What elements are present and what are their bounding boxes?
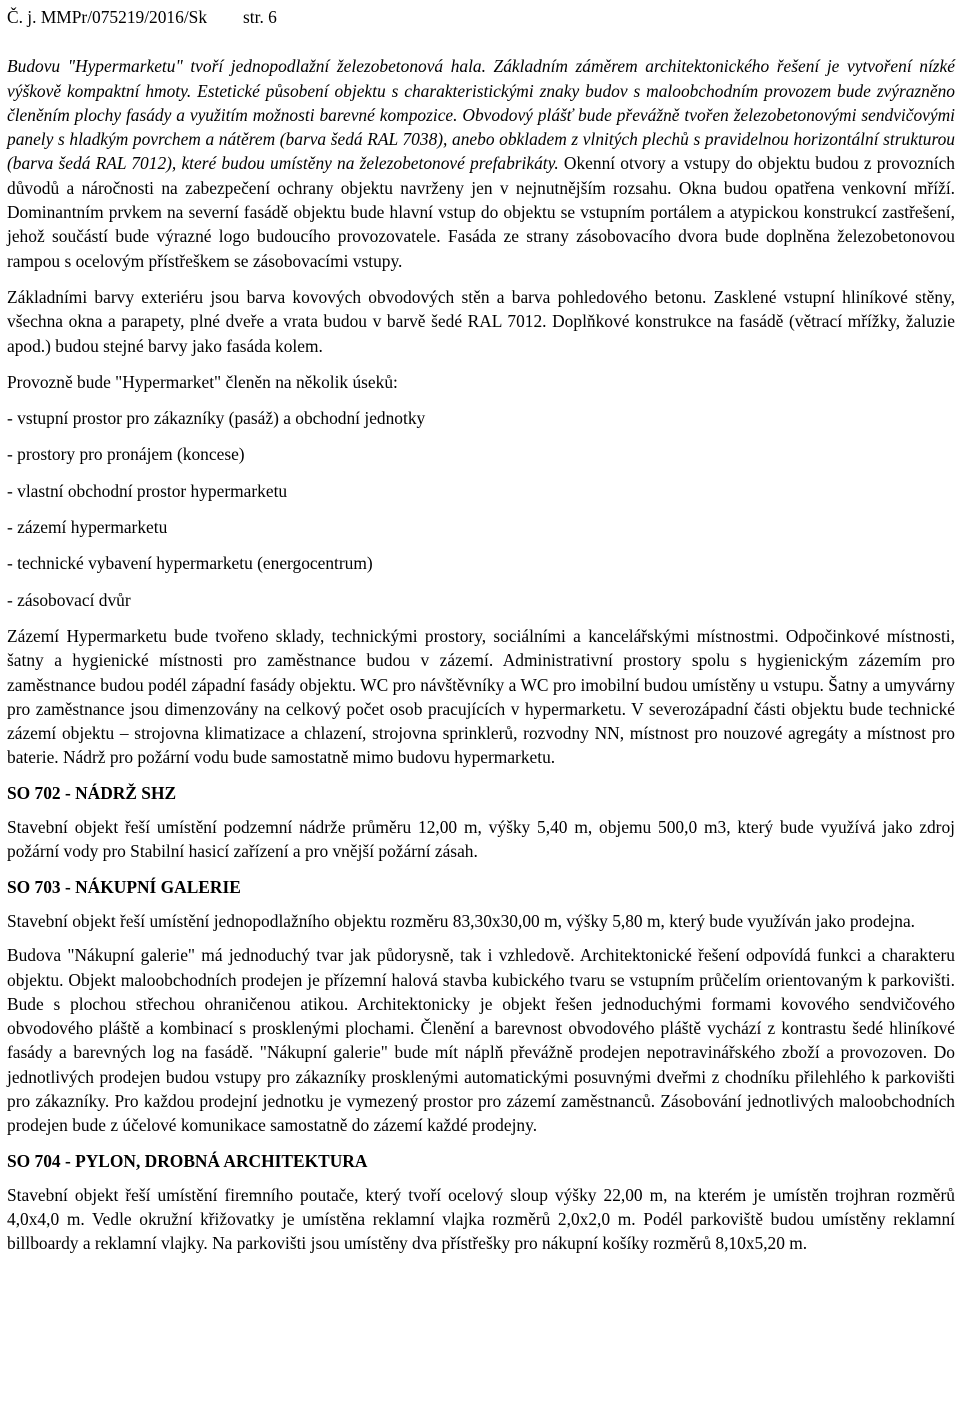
list-item: - technické vybavení hypermarketu (energocentrum): [7, 553, 373, 574]
italic-text: Budovu "Hypermarketu" tvoří jednopodlažní železobetonová hala. Základním záměrem architektonického řešení je vytvoření nízké výškově kompaktní hmoty. Estetické působení objektu s charakteristickými znaky budov s maloobchodním provozem bude zvýrazněno členěním plochy fasády a využitím možnosti barevné kompozice. Obvodový plášť bude převážně tvořen železobetonovými sendvičovými panely s hladkým povrchem a nátěrem (barva šedá RAL 7038), anebo obkladem z vlnitých plechů s pravidelnou horizontální strukturou (barva šedá RAL 7012), které budou umístěny na železobetonové prefabrikáty.: [7, 56, 955, 174]
paragraph-so702: Stavební objekt řeší umístění podzemní nádrže průměru 12,00 m, výšky 5,40 m, objemu 500,0 m3, který bude využívá jako zdroj požární vody pro Stabilní hasicí zařízení a pro vnější požární zásah.: [7, 817, 955, 862]
section-heading-so703: SO 703 - NÁKUPNÍ GALERIE: [7, 876, 241, 897]
reference-number: Č. j. MMPr/075219/2016/Sk: [7, 7, 208, 27]
list-item: - vstupní prostor pro zákazníky (pasáž) a obchodní jednotky: [7, 408, 426, 429]
paragraph-background-facilities: Zázemí Hypermarketu bude tvořeno sklady, technickými prostory, sociálními a kancelářskými místnostmi. Odpočinkové místnosti, šatny a hygienické místnosti pro zaměstnance budou v zázemí. Administrativní prostory spolu s hygienickým zázemím pro zaměstnance budou podél západní fasády objektu. WC pro návštěvníky a WC pro imobilní budou umístěny u vstupu. Šatny a umyvárny pro zaměstnance jsou dimenzovány na celkový počet osob pracujících v hypermarketu. V severozápadní části objektu bude technické zázemí objektu – strojovna klimatizace a chlazení, strojovna sprinklerů, rozvodny NN, místnost pro nouzové agregáty a místnost pro baterie. Nádrž pro požární vodu bude samostatně mimo budovu hypermarketu.: [7, 625, 955, 768]
paragraph-exterior-colors: Základními barvy exteriéru jsou barva kovových obvodových stěn a barva pohledového betonu. Zasklené vstupní hliníkové stěny, všechna okna a parapety, plné dveře a vrata budou v barvě šedé RAL 7012. Doplňkové konstrukce na fasádě (větrací mřížky, žaluzie apod.) budou stejné barvy jako fasáda kolem.: [7, 286, 955, 356]
sections-list: [7, 406, 955, 612]
paragraph-so703-description: Budova "Nákupní galerie" má jednoduchý tvar jak půdorysně, tak i vzhledově. Architektonické řešení odpovídá funkci a charakteru objektu. Objekt maloobchodních prodejen je přízemní halová stavba kubického tvaru se vstupním průčelím orientovaným k parkovišti. Bude s plochou střechou ohraničenou atikou. Architektonicky je objekt řešen jednoduchými formami kovového sendvičového obvodového pláště a kombinací s prosklenými plochami. Členění a barevnost obvodového pláště vychází z kontrastu šedé hliníkové fasády a barevných log na fasádě. "Nákupní galerie" bude mít náplň převážně prodejen nepotravinářského zboží a provozoven. Do jednotlivých prodejen budou vstupy pro zákazníky prosklenými automatickými posuvnými dveřmi z chodníku přilehlého k parkovišti pro zákazníky. Pro každou prodejní jednotku je vymezený prostor pro zázemí zaměstnanců. Zásobování jednotlivých maloobchodních prodejen bude z účelové komunikace samostatně do zázemí každé prodejny.: [7, 945, 955, 1136]
plain-text: Okenní otvory a vstupy do objektu budou z provozních důvodů a náročnosti na zabezpečení ochrany objektu navrženy jen v nejnutnějším rozsahu. Okna budou opatřena venkovní mříží. Dominantním prvkem na severní fasádě objektu bude hlavní vstup do objektu se vstupním portálem a atypickou konstrukcí zastřešení, jehož součástí bude výrazné logo budoucího provozovatele. Fasáda ze strany zásobovacího dvora bude doplněna železobetonovou rampou s ocelovým přístřeškem se zásobovacími vstupy.: [7, 153, 955, 271]
list-item: - zásobovací dvůr: [7, 589, 131, 610]
page-header: [7, 5, 955, 29]
page-number: str. 6: [243, 7, 277, 27]
paragraph-sections-intro: Provozně bude "Hypermarket" členěn na několik úseků:: [7, 371, 398, 392]
paragraph-hypermarket-description: [7, 54, 955, 273]
list-item: - zázemí hypermarketu: [7, 517, 168, 538]
list-item: - vlastní obchodní prostor hypermarketu: [7, 480, 288, 501]
section-heading-so704: SO 704 - PYLON, DROBNÁ ARCHITEKTURA: [7, 1150, 368, 1171]
list-item: - prostory pro pronájem (koncese): [7, 444, 245, 465]
document-page: [7, 5, 955, 1256]
section-heading-so702: SO 702 - NÁDRŽ SHZ: [7, 782, 177, 803]
paragraph-so704: Stavební objekt řeší umístění firemního poutače, který tvoří ocelový sloup výšky 22,00 m, na kterém je umístěn trojhran rozměrů 4,0x4,0 m. Vedle okružní křižovatky je umístěna reklamní vlajka rozměrů 2,0x2,0 m. Podél parkoviště budou umístěny reklamní billboardy a reklamní vlajky. Na parkovišti jsou umístěny dva přístřešky pro nákupní košíky rozměrů 8,10x5,20 m.: [7, 1184, 955, 1254]
paragraph-so703-intro: Stavební objekt řeší umístění jednopodlažního objektu rozměru 83,30x30,00 m, výšky 5,80 m, který bude využíván jako prodejna.: [7, 910, 916, 931]
